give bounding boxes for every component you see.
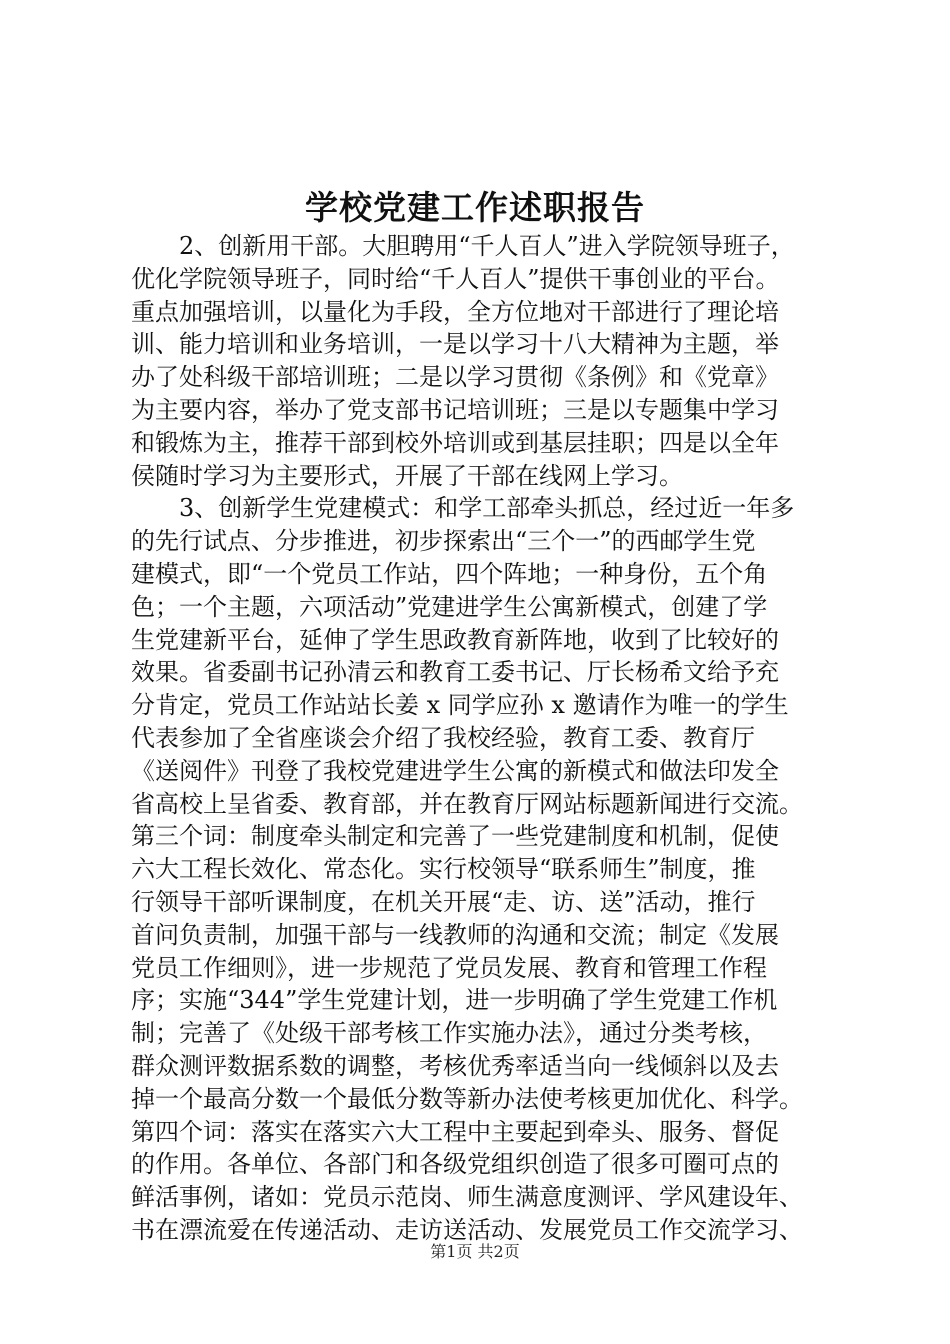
- body-line: 办了处科级干部培训班；二是以学习贯彻《条例》和《党章》: [131, 363, 779, 392]
- body-line: 的作用。各单位、各部门和各级党组织创造了很多可圈可点的: [131, 1150, 779, 1179]
- body-line: 重点加强培训，以量化为手段，全方位地对干部进行了理论培: [131, 297, 779, 326]
- body-line: 书在漂流爱在传递活动、走访送活动、发展党员工作交流学习、: [131, 1215, 803, 1244]
- body-line: 掉一个最高分数一个最低分数等新办法使考核更加优化、科学。: [131, 1084, 803, 1113]
- document-title: 学校党建工作述职报告: [305, 188, 645, 227]
- body-line: 群众测评数据系数的调整，考核优秀率适当向一线倾斜以及去: [131, 1051, 779, 1080]
- body-line: 2、创新用干部。大胆聘用“千人百人”进入学院领导班子，: [131, 232, 795, 260]
- body-line: 党员工作细则》，进一步规范了党员发展、教育和管理工作程: [131, 953, 767, 982]
- body-line: 代表参加了全省座谈会介绍了我校经验，教育工委、教育厅: [131, 723, 755, 752]
- body-line: 生党建新平台，延伸了学生思政教育新阵地，收到了比较好的: [131, 625, 779, 654]
- body-line: 六大工程长效化、常态化。实行校领导“联系师生”制度，推: [131, 855, 756, 884]
- body-line: 和锻炼为主，推荐干部到校外培训或到基层挂职；四是以全年: [131, 428, 779, 457]
- body-line: 为主要内容，举办了党支部书记培训班；三是以专题集中学习: [131, 395, 779, 424]
- body-line: 优化学院领导班子，同时给“千人百人”提供干事创业的平台。: [131, 264, 780, 293]
- body-line: 色；一个主题，六项活动”党建进学生公寓新模式，创建了学: [131, 592, 768, 621]
- body-line: 省高校上呈省委、教育部，并在教育厅网站标题新闻进行交流。: [131, 789, 803, 818]
- body-line: 的先行试点、分步推进，初步探索出“三个一”的西邮学生党: [131, 527, 756, 556]
- body-line: 分肯定，党员工作站站长姜 x 同学应孙 x 邀请作为唯一的学生: [131, 691, 789, 720]
- body-line: 制；完善了《处级干部考核工作实施办法》，通过分类考核，: [131, 1019, 767, 1048]
- body-line: 3、创新学生党建模式：和学工部牵头抓总，经过近一年多: [131, 494, 795, 523]
- page-footer: 第1页 共2页: [430, 1242, 520, 1261]
- body-line: 第四个词：落实在落实六大工程中主要起到牵头、服务、督促: [131, 1117, 779, 1146]
- body-line: 训、能力培训和业务培训，一是以学习十八大精神为主题，举: [131, 330, 779, 359]
- body-line: 侯随时学习为主要形式，开展了干部在线网上学习。: [131, 461, 683, 490]
- body-line: 行领导干部听课制度，在机关开展“走、访、送”活动，推行: [131, 887, 756, 916]
- body-line: 首问负责制，加强干部与一线教师的沟通和交流；制定《发展: [131, 920, 779, 949]
- body-line: 序；实施“344”学生党建计划，进一步明确了学生党建工作机: [131, 986, 778, 1015]
- body-line: 《送阅件》刊登了我校党建进学生公寓的新模式和做法印发全: [131, 756, 779, 785]
- body-line: 建模式，即“一个党员工作站，四个阵地；一种身份，五个角: [131, 559, 768, 588]
- body-line: 第三个词：制度牵头制定和完善了一些党建制度和机制，促使: [131, 822, 779, 851]
- body-line: 效果。省委副书记孙清云和教育工委书记、厅长杨希文给予充: [131, 658, 779, 687]
- body-line: 鲜活事例，诸如：党员示范岗、师生满意度测评、学风建设年、: [131, 1183, 803, 1212]
- document-body: [131, 230, 831, 1247]
